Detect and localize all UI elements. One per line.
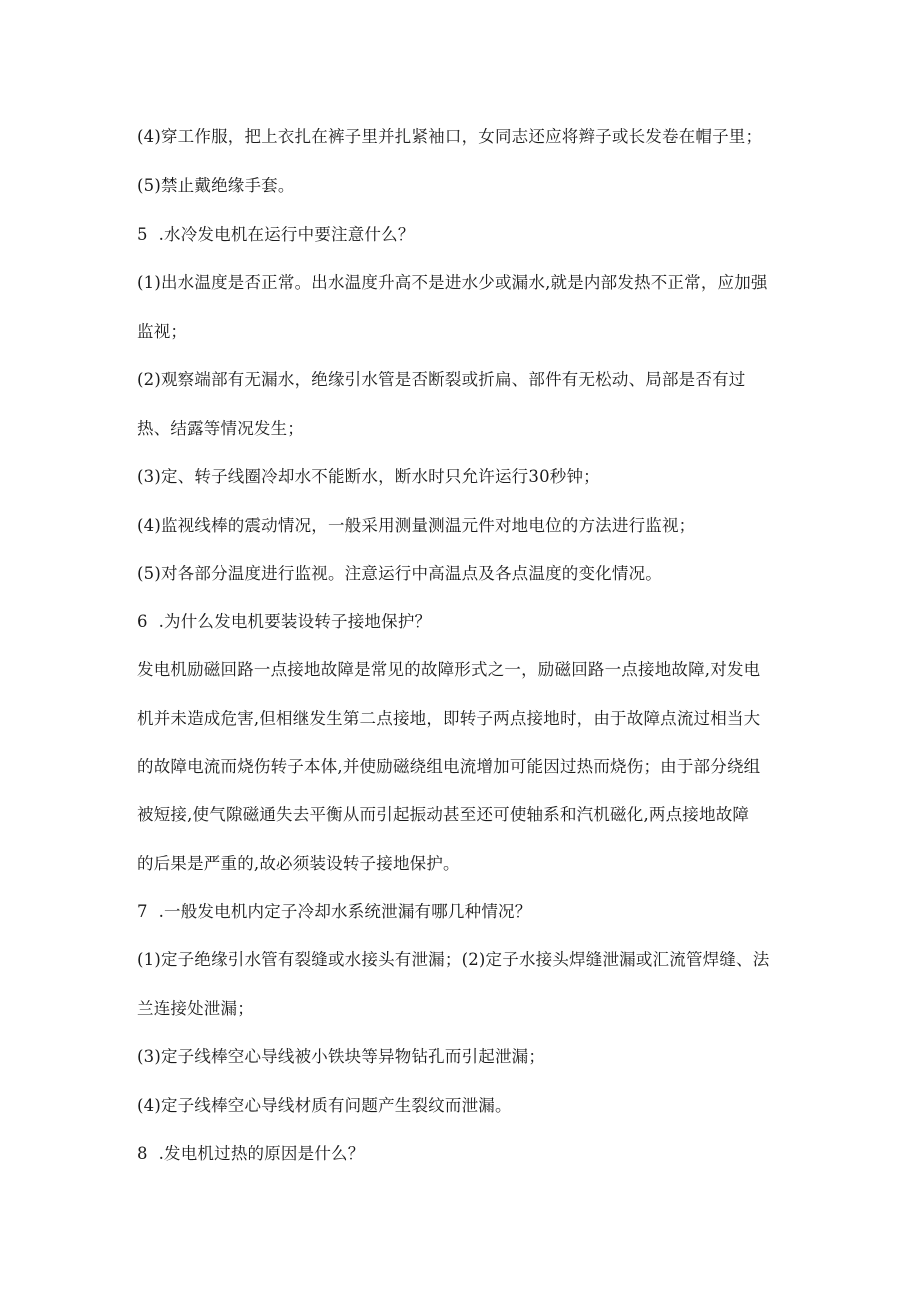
text-line: (3)定子线棒空心导线被小铁块等异物钻孔而引起泄漏；: [137, 1047, 546, 1066]
text-line: 的故障电流而烧伤转子本体,并使励磁绕组电流增加可能因过热而烧伤；由于部分绕组: [137, 757, 761, 776]
text-line: (1)出水温度是否正常。出水温度升高不是进水少或漏水,就是内部发热不正常，应加强: [137, 273, 768, 292]
text-line: (5)对各部分温度进行监视。注意运行中高温点及各点温度的变化情况。: [137, 564, 662, 583]
text-line: (4)定子线棒空心导线材质有问题产生裂纹而泄漏。: [137, 1096, 512, 1115]
question-heading: 7 .一般发电机内定子冷却水系统泄漏有哪几种情况？: [137, 902, 532, 921]
text-line: 发电机励磁回路一点接地故障是常见的故障形式之一，励磁回路一点接地故障,对发电: [137, 660, 761, 679]
text-line: 监视；: [137, 322, 188, 341]
text-line: (4)监视线棒的震动情况，一般采用测量测温元件对地电位的方法进行监视；: [137, 516, 696, 535]
text-line: 的后果是严重的,故必须装设转子接地保护。: [137, 854, 460, 873]
text-line: (2)观察端部有无漏水，绝缘引水管是否断裂或折扁、部件有无松动、局部是否有过: [137, 370, 746, 389]
text-line: (4)穿工作服，把上衣扎在裤子里并扎紧袖口，女同志还应将辫子或长发卷在帽子里；: [137, 127, 763, 146]
text-line: 机并未造成危害,但相继发生第二点接地，即转子两点接地时，由于故障点流过相当大: [137, 709, 761, 728]
question-heading: 5 .水冷发电机在运行中要注意什么？: [137, 225, 415, 244]
text-line: 被短接,使气隙磁通失去平衡从而引起振动甚至还可使轴系和汽机磁化,两点接地故障: [137, 805, 750, 824]
text-line: (1)定子绝缘引水管有裂缝或水接头有泄漏；(2)定子水接头焊缝泄漏或汇流管焊缝、法: [137, 950, 770, 969]
question-heading: 6 .为什么发电机要装设转子接地保护？: [137, 612, 432, 631]
text-line: 兰连接处泄漏；: [137, 999, 254, 1018]
question-heading: 8 .发电机过热的原因是什么？: [137, 1144, 365, 1163]
text-line: (5)禁止戴绝缘手套。: [137, 176, 295, 195]
text-line: (3)定、转子线圈冷却水不能断水，断水时只允许运行30秒钟；: [137, 467, 600, 486]
text-line: 热、结露等情况发生；: [137, 419, 304, 438]
